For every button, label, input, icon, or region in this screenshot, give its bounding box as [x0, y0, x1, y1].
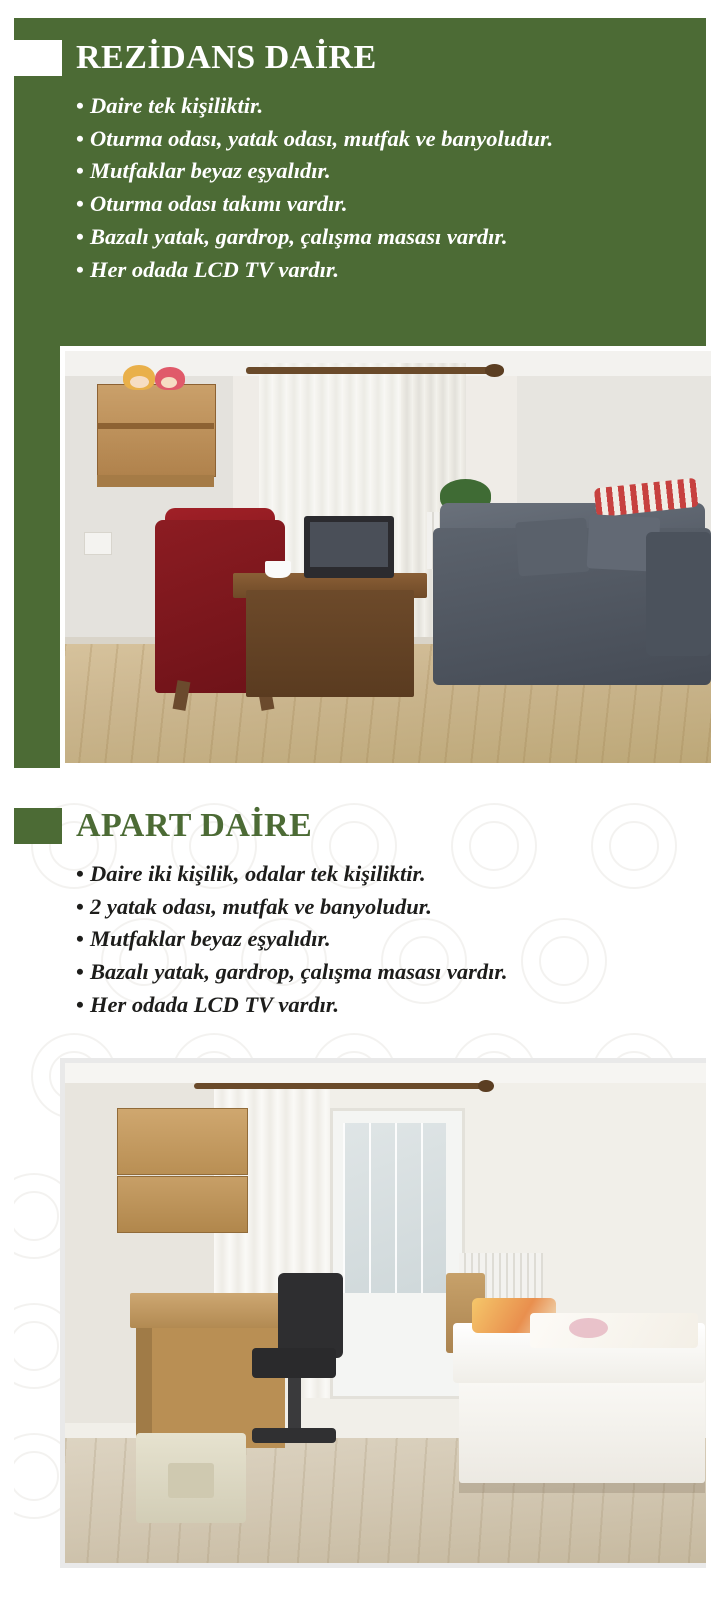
- page-title-rezidans: REZİDANS DAİRE: [76, 39, 377, 76]
- bullet-marker-icon: •: [76, 861, 84, 886]
- bullet-marker-icon: •: [76, 959, 84, 985]
- list-item: [76, 123, 706, 156]
- rezidans-title-row: [14, 18, 706, 76]
- bullet-marker-icon: •: [76, 926, 84, 952]
- list-item: [76, 221, 706, 254]
- list-item-label: Oturma odası, yatak odası, mutfak ve banyoludur.: [90, 125, 554, 151]
- list-item: [76, 989, 706, 1022]
- list-item-label: Bazalı yatak, gardrop, çalışma masası vardır.: [90, 223, 508, 249]
- bullet-marker-icon: •: [76, 256, 84, 282]
- section-apart: [14, 786, 706, 1582]
- bedroom-illustration: [65, 1063, 706, 1563]
- apart-title-row: [14, 786, 706, 844]
- list-item-label: Daire iki kişilik, odalar tek kişiliktir.: [90, 861, 426, 886]
- list-item-label: Her odada LCD TV vardır.: [90, 256, 339, 282]
- list-item: [76, 90, 706, 123]
- apart-bedroom-photo: [60, 1058, 706, 1568]
- living-room-illustration: [65, 351, 711, 763]
- bullet-marker-icon: •: [76, 158, 84, 184]
- list-item-label: 2 yatak odası, mutfak ve banyoludur.: [90, 893, 432, 919]
- title-accent-bar: [14, 808, 62, 844]
- list-item-label: Mutfaklar beyaz eşyalıdır.: [90, 158, 331, 184]
- list-item: [76, 254, 706, 287]
- list-item-label: Bazalı yatak, gardrop, çalışma masası vardır.: [90, 959, 508, 985]
- rezidans-feature-list: [14, 90, 706, 286]
- list-item: [76, 155, 706, 188]
- list-item: [76, 923, 706, 956]
- section-divider: [0, 768, 720, 786]
- title-accent-bar: [14, 40, 62, 76]
- bullet-marker-icon: •: [76, 991, 84, 1017]
- list-item: [76, 188, 706, 221]
- bullet-marker-icon: •: [76, 223, 84, 249]
- bullet-marker-icon: •: [76, 125, 84, 151]
- bullet-marker-icon: •: [76, 893, 84, 919]
- list-item-label: Daire tek kişiliktir.: [90, 93, 264, 118]
- list-item: [76, 858, 706, 891]
- rezidans-living-room-photo: [60, 346, 716, 768]
- apart-feature-list: [14, 858, 706, 1022]
- list-item-label: Her odada LCD TV vardır.: [90, 991, 339, 1017]
- list-item-label: Mutfaklar beyaz eşyalıdır.: [90, 926, 331, 952]
- bullet-marker-icon: •: [76, 191, 84, 217]
- page-title-apart: APART DAİRE: [76, 807, 313, 844]
- section-rezidans: [14, 18, 706, 768]
- list-item-label: Oturma odası takımı vardır.: [90, 191, 348, 217]
- bullet-marker-icon: •: [76, 93, 84, 118]
- list-item: [76, 956, 706, 989]
- list-item: [76, 891, 706, 924]
